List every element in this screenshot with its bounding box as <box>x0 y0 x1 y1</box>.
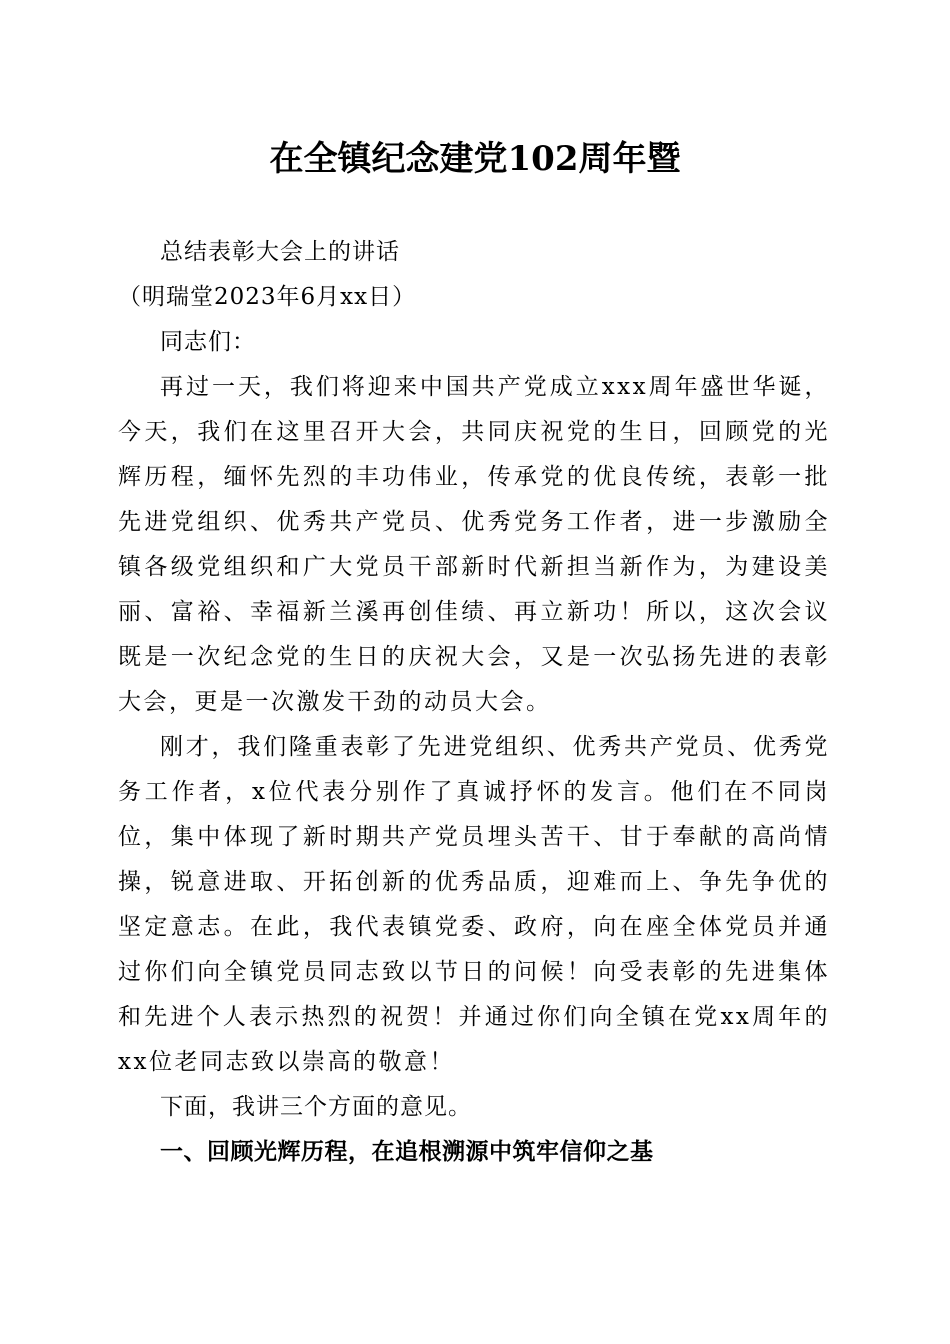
speech-byline: （明瑞堂2023年6月xx日） <box>118 284 417 310</box>
paragraph-transition: 下面，我讲三个方面的意见。 <box>160 1094 472 1120</box>
speech-subtitle: 总结表彰大会上的讲话 <box>160 239 400 265</box>
document-body <box>118 230 830 1175</box>
paragraph-commendation: 刚才，我们隆重表彰了先进党组织、优秀共产党员、优秀党务工作者，x位代表分别作了真诚抒怀的发言。他们在不同岗位，集中体现了新时期共产党员埋头苦干、甘于奉献的高尚情操，锐意进取、开拓创新的优秀品质，迎难而上、争先争优的坚定意志。在此，我代表镇党委、政府，向在座全体党员并通过你们向全镇党员同志致以节日的问候！向受表彰的先进集体和先进个人表示热烈的祝贺！并通过你们向全镇在党xx周年的xx位老同志致以崇高的敬意！ <box>118 734 830 1075</box>
paragraph-opening: 再过一天，我们将迎来中国共产党成立xxx周年盛世华诞，今天，我们在这里召开大会，共同庆祝党的生日，回顾党的光辉历程，缅怀先烈的丰功伟业，传承党的优良传统，表彰一批先进党组织、优秀共产党员、优秀党务工作者，进一步激励全镇各级党组织和广大党员干部新时代新担当新作为，为建设美丽、富裕、幸福新兰溪再创佳绩、再立新功！所以，这次会议既是一次纪念党的生日的庆祝大会，又是一次弘扬先进的表彰大会，更是一次激发干劲的动员大会。 <box>118 374 830 715</box>
document-title: 在全镇纪念建党102周年暨 <box>269 139 681 179</box>
section-heading-1: 一、回顾光辉历程，在追根溯源中筑牢信仰之基 <box>160 1139 654 1165</box>
salutation: 同志们： <box>160 329 256 355</box>
